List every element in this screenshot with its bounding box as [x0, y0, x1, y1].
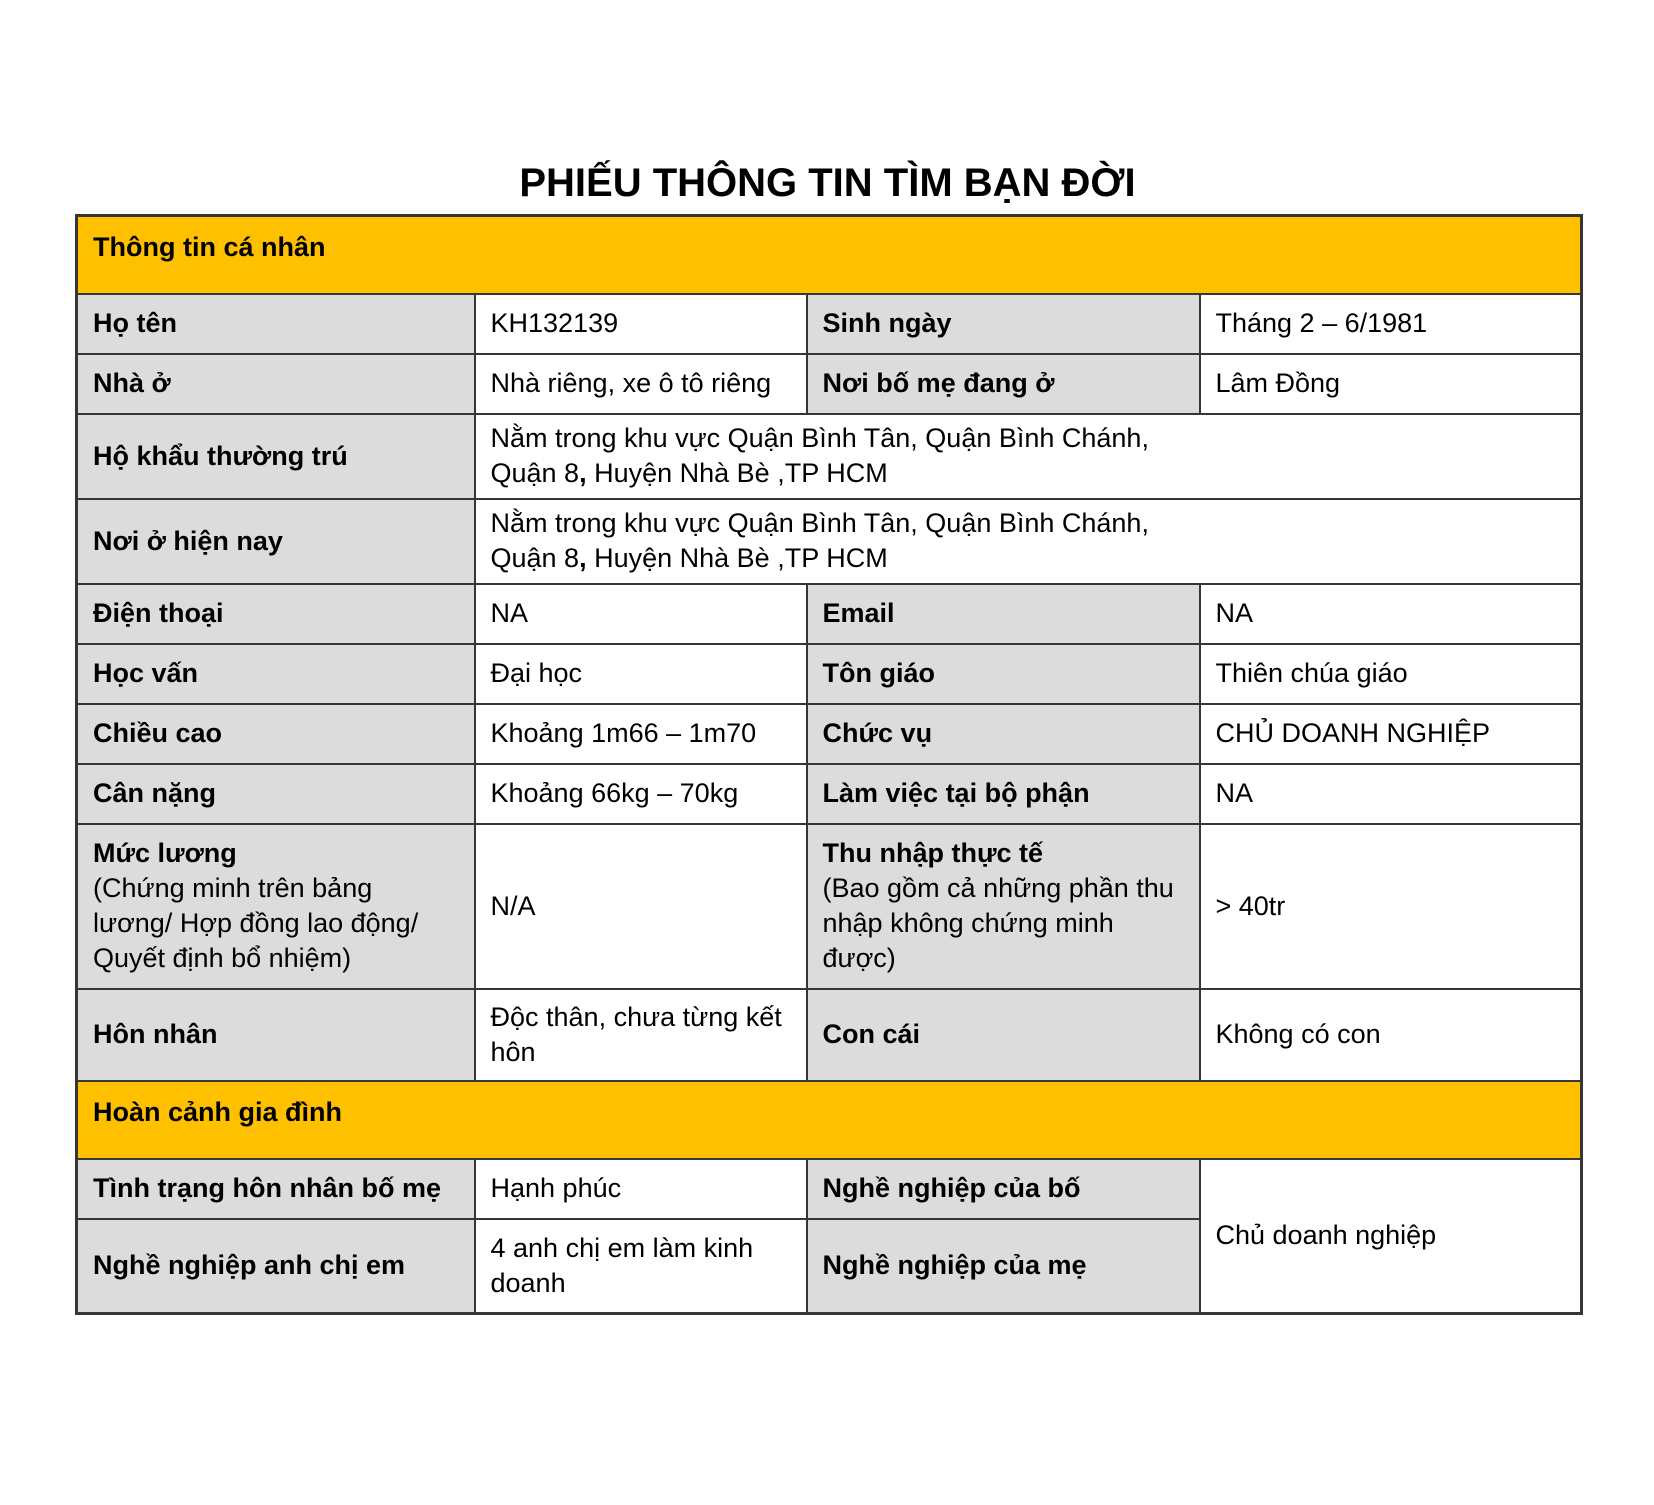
- section-row-personal: [77, 216, 1582, 294]
- table-row: [77, 354, 1582, 414]
- label-sinh-ngay: Sinh ngày: [807, 294, 1200, 354]
- label-con-cai: Con cái: [807, 989, 1200, 1081]
- value-lam-viec-tai-bo-phan: NA: [1200, 764, 1582, 824]
- label-ho-ten: Họ tên: [77, 294, 475, 354]
- value-email: NA: [1200, 584, 1582, 644]
- address-line: Nằm trong khu vực Quận Bình Tân, Quận Bình Chánh,: [490, 423, 1149, 453]
- label-nghe-nghiep-anh-chi-em: Nghề nghiệp anh chị em: [77, 1219, 475, 1314]
- label-can-nang: Cân nặng: [77, 764, 475, 824]
- table-row: [77, 294, 1582, 354]
- value-noi-bo-me-dang-o: Lâm Đồng: [1200, 354, 1582, 414]
- label-noi-o-hien-nay: Nơi ở hiện nay: [77, 499, 475, 584]
- label-nghe-nghiep-cua-bo: Nghề nghiệp của bố: [807, 1159, 1200, 1219]
- section-row-family: [77, 1081, 1582, 1159]
- label-dien-thoai: Điện thoại: [77, 584, 475, 644]
- value-tinh-trang-hon-nhan-bo-me: Hạnh phúc: [475, 1159, 807, 1219]
- label-ho-khau-thuong-tru: Hộ khẩu thường trú: [77, 414, 475, 499]
- address-line: Quận 8, Huyện Nhà Bè ,TP HCM: [490, 458, 888, 488]
- label-thu-nhap-thuc-te: Thu nhập thực tế (Bao gồm cả những phần thu nhập không chứng minh được): [807, 824, 1200, 989]
- value-con-cai: Không có con: [1200, 989, 1582, 1081]
- table-row: [77, 824, 1582, 989]
- value-hoc-van: Đại học: [475, 644, 807, 704]
- label-chuc-vu: Chức vụ: [807, 704, 1200, 764]
- value-sinh-ngay: Tháng 2 – 6/1981: [1200, 294, 1582, 354]
- table-row: [77, 704, 1582, 764]
- page-title: PHIẾU THÔNG TIN TÌM BẠN ĐỜI: [519, 161, 1136, 205]
- value-nghe-nghiep-bo-me: Chủ doanh nghiệp: [1200, 1159, 1582, 1314]
- table-row: [77, 499, 1582, 584]
- value-dien-thoai: NA: [475, 584, 807, 644]
- value-noi-o-hien-nay: [475, 499, 1582, 584]
- label-lam-viec-tai-bo-phan: Làm việc tại bộ phận: [807, 764, 1200, 824]
- value-ho-khau-thuong-tru: [475, 414, 1582, 499]
- label-tinh-trang-hon-nhan-bo-me: Tình trạng hôn nhân bố mẹ: [77, 1159, 475, 1219]
- table-row: [77, 644, 1582, 704]
- label-nghe-nghiep-cua-me: Nghề nghiệp của mẹ: [807, 1219, 1200, 1314]
- info-table: [75, 214, 1583, 1315]
- value-can-nang: Khoảng 66kg – 70kg: [475, 764, 807, 824]
- value-chuc-vu: CHỦ DOANH NGHIỆP: [1200, 704, 1582, 764]
- table-row: [77, 989, 1582, 1081]
- value-muc-luong: N/A: [475, 824, 807, 989]
- label-hoc-van: Học vấn: [77, 644, 475, 704]
- value-chieu-cao: Khoảng 1m66 – 1m70: [475, 704, 807, 764]
- value-thu-nhap-thuc-te: > 40tr: [1200, 824, 1582, 989]
- label-nha-o: Nhà ở: [77, 354, 475, 414]
- section-header-family: Hoàn cảnh gia đình: [77, 1081, 1582, 1159]
- value-ton-giao: Thiên chúa giáo: [1200, 644, 1582, 704]
- address-line: Nằm trong khu vực Quận Bình Tân, Quận Bình Chánh,: [490, 508, 1149, 538]
- label-ton-giao: Tôn giáo: [807, 644, 1200, 704]
- address-line: Quận 8, Huyện Nhà Bè ,TP HCM: [490, 543, 888, 573]
- value-ho-ten: KH132139: [475, 294, 807, 354]
- table-row: [77, 1159, 1582, 1219]
- value-nghe-nghiep-anh-chi-em: 4 anh chị em làm kinh doanh: [475, 1219, 807, 1314]
- label-thu-nhap-note: (Bao gồm cả những phần thu nhập không chứng minh được): [822, 873, 1174, 973]
- label-hon-nhan: Hôn nhân: [77, 989, 475, 1081]
- label-muc-luong: Mức lương (Chứng minh trên bảng lương/ Hợp đồng lao động/ Quyết định bổ nhiệm): [77, 824, 475, 989]
- table-row: [77, 584, 1582, 644]
- label-noi-bo-me-dang-o: Nơi bố mẹ đang ở: [807, 354, 1200, 414]
- value-nha-o: Nhà riêng, xe ô tô riêng: [475, 354, 807, 414]
- section-header-personal-info: Thông tin cá nhân: [77, 216, 1582, 294]
- label-chieu-cao: Chiều cao: [77, 704, 475, 764]
- label-muc-luong-note: (Chứng minh trên bảng lương/ Hợp đồng lao động/ Quyết định bổ nhiệm): [93, 873, 419, 973]
- label-email: Email: [807, 584, 1200, 644]
- value-hon-nhan: Độc thân, chưa từng kết hôn: [475, 989, 807, 1081]
- table-row: [77, 414, 1582, 499]
- table-row: [77, 764, 1582, 824]
